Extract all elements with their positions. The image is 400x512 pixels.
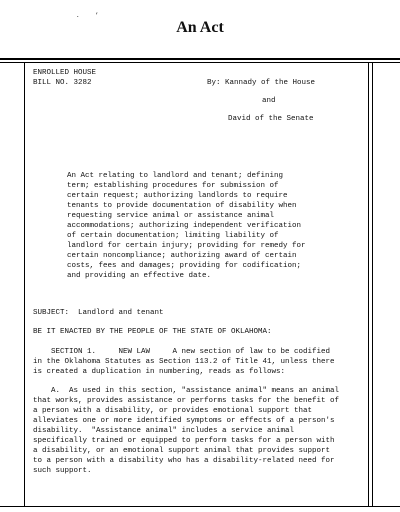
summary-line: costs, fees and damages; providing for codification; [67,262,302,270]
bill-chamber: ENROLLED HOUSE [33,69,97,77]
paragraph-line: a disability, or an emotional support animal that provides support [33,447,331,455]
section-line: SECTION 1. NEW LAW A new section of law to be codified [33,348,331,356]
summary-line: certain request; authorizing landlords to require [67,192,288,200]
bottom-rule [0,506,400,507]
subject-line: SUBJECT: Landlord and tenant [33,309,164,317]
top-rule [0,58,400,60]
paragraph-line: disability. "Assistance animal" includes a service animal [33,427,295,435]
paragraph-line: specifically trained or equipped to perform tasks for a person with [33,437,335,445]
summary-line: tenants to provide documentation of disability when [67,202,297,210]
paragraph-line: alleviates one or more identified symptoms or effects of a person's [33,417,335,425]
stray-mark-2: ’ [95,12,99,19]
bill-number: BILL NO. 3282 [33,79,92,87]
summary-line: of certain documentation; limiting liability of [67,232,279,240]
summary-line: and providing an effective date. [67,272,212,280]
paragraph-line: such support. [33,467,92,475]
enacting-clause: BE IT ENACTED BY THE PEOPLE OF THE STATE OF OKLAHOMA: [33,328,272,336]
paragraph-line: a person with a disability, or provides emotional support that [33,407,313,415]
bill-and: and [262,97,276,105]
bill-author-senate: David of the Senate [228,115,314,123]
paragraph-line: that works, provides assistance or performs tasks for the benefit of [33,397,340,405]
stray-mark-1: . [76,12,80,19]
section-line: in the Oklahoma Statutes as Section 113.2 of Title 41, unless there [33,358,335,366]
summary-line: requesting service animal or assistance animal [67,212,275,220]
top-rule-thin [0,62,400,63]
summary-line: accommodations; authorizing independent verification [67,222,302,230]
summary-line: An Act relating to landlord and tenant; defining [67,172,284,180]
summary-line: landlord for certain injury; providing for remedy for [67,242,306,250]
paragraph-line: A. As used in this section, "assistance animal" means an animal [33,387,340,395]
paragraph-line: to a person with a disability who has a disability-related need for [33,457,335,465]
section-line: is created a duplication in numbering, reads as follows: [33,368,286,376]
right-border-outer [372,62,373,506]
act-title: An Act [176,19,224,36]
right-border [368,62,369,506]
left-border [24,62,25,506]
summary-line: term; establishing procedures for submission of [67,182,279,190]
bill-author-house: By: Kannady of the House [207,79,316,87]
summary-line: certain noncompliance; authorizing award of certain [67,252,297,260]
